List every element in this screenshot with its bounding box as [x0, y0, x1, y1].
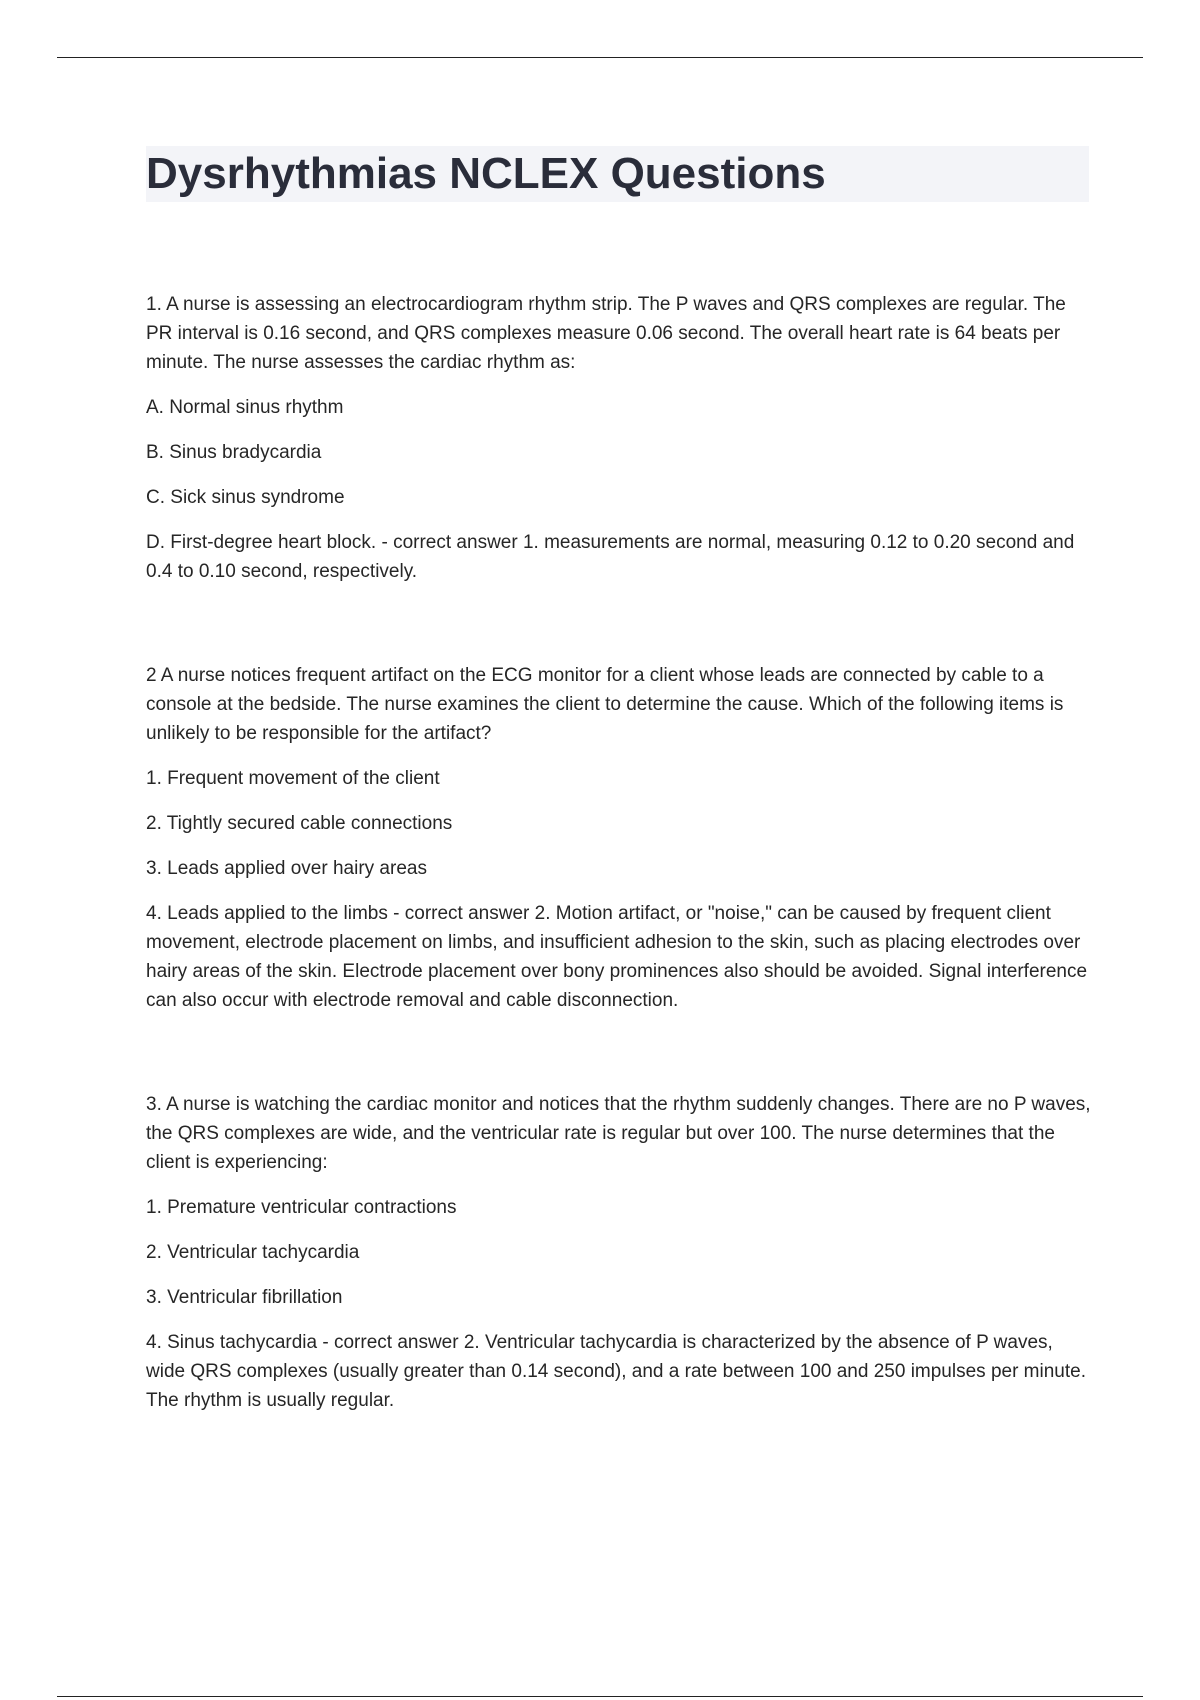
answer-option: 1. Premature ventricular contractions [146, 1197, 457, 1218]
answer-option: A. Normal sinus rhythm [146, 397, 344, 418]
answer-option: B. Sinus bradycardia [146, 442, 322, 463]
question-stem: 2 A nurse notices frequent artifact on the ECG monitor for a client whose leads are connected by cable to a console at the bedside. The nurse examines the client to determine the cause. Which of the following items is unlikely to be responsible for the artifact? [146, 665, 1064, 744]
answer-option: 2. Ventricular tachycardia [146, 1242, 360, 1263]
answer-option-with-rationale: 4. Leads applied to the limbs - correct answer 2. Motion artifact, or "noise," can be caused by frequent client movement, electrode placement on limbs, and insufficient adhesion to the skin, such as placing electrodes over hairy areas of the skin. Electrode placement over bony prominences also should be avoided. Signal interference can also occur with electrode removal and cable disconnection. [146, 903, 1088, 1011]
question-stem: 1. A nurse is assessing an electrocardiogram rhythm strip. The P waves and QRS complexes are regular. The PR interval is 0.16 second, and QRS complexes measure 0.06 second. The overall heart rate is 64 beats per minute. The nurse assesses the cardiac rhythm as: [146, 294, 1066, 373]
question-stem: 3. A nurse is watching the cardiac monitor and notices that the rhythm suddenly changes. There are no P waves, the QRS complexes are wide, and the ventricular rate is regular but over 100. The nurse determines that the client is experiencing: [146, 1094, 1091, 1173]
question-1 [146, 290, 1091, 586]
page-title: Dysrhythmias NCLEX Questions [146, 149, 826, 198]
bottom-rule [57, 1696, 1143, 1697]
answer-option: 3. Leads applied over hairy areas [146, 858, 427, 879]
answer-option: C. Sick sinus syndrome [146, 487, 345, 508]
answer-option: 1. Frequent movement of the client [146, 768, 440, 789]
answer-option-with-rationale: 4. Sinus tachycardia - correct answer 2. Ventricular tachycardia is characterized by the absence of P waves, wide QRS complexes (usually greater than 0.14 second), and a rate between 100 and 250 impulses per minute. The rhythm is usually regular. [146, 1332, 1086, 1411]
answer-option-with-rationale: D. First-degree heart block. - correct answer 1. measurements are normal, measuring 0.12 to 0.20 second and 0.4 to 0.10 second, respectively. [146, 532, 1075, 582]
answer-option: 3. Ventricular fibrillation [146, 1287, 343, 1308]
answer-option: 2. Tightly secured cable connections [146, 813, 453, 834]
question-2 [146, 661, 1091, 1015]
top-rule [57, 57, 1143, 58]
question-3 [146, 1090, 1091, 1415]
document-body [146, 290, 1091, 1490]
